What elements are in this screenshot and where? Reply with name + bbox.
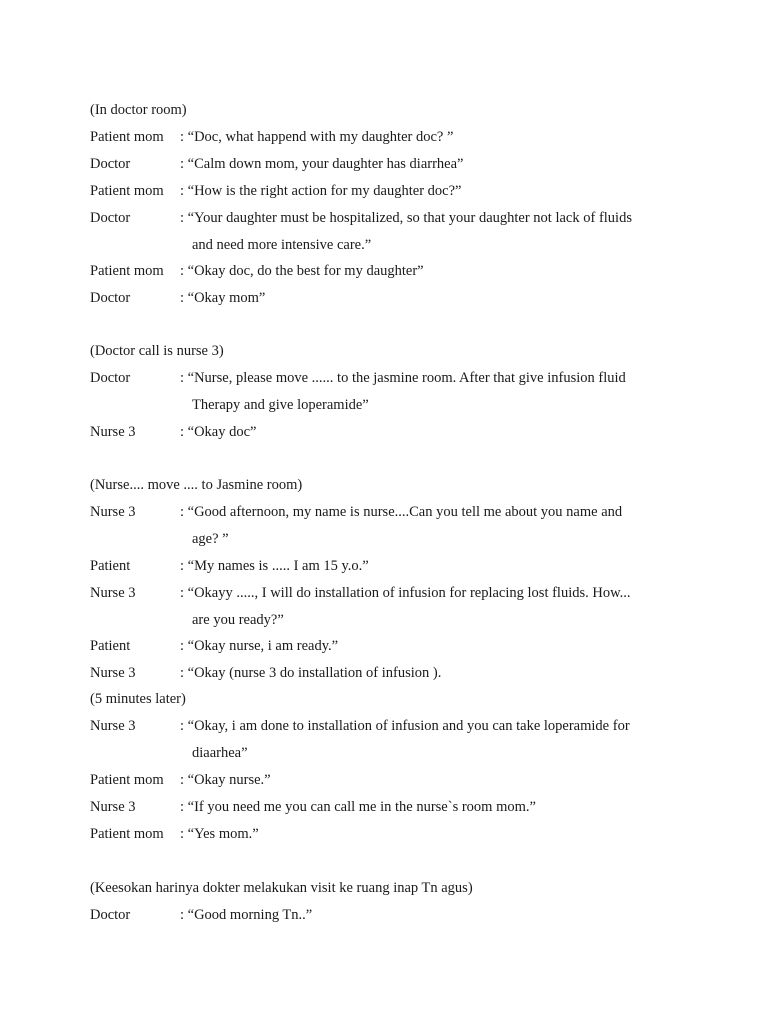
stage-direction: (5 minutes later) (90, 691, 186, 707)
utterance: : “My names is ..... I am 15 y.o.” (180, 558, 369, 574)
speaker-name: Nurse 3 (90, 424, 136, 440)
speaker-name: Nurse 3 (90, 718, 136, 734)
utterance: : “Your daughter must be hospitalized, so that your daughter not lack of fluids (180, 210, 632, 226)
stage-direction: (Doctor call is nurse 3) (90, 343, 224, 359)
speaker-name: Patient mom (90, 129, 164, 145)
utterance: : “Okay (nurse 3 do installation of infusion ). (180, 665, 442, 681)
utterance: : “Nurse, please move ...... to the jasmine room. After that give infusion fluid (180, 370, 626, 386)
utterance: : “Okay doc, do the best for my daughter” (180, 263, 424, 279)
utterance: : “Okay doc” (180, 424, 257, 440)
utterance: : “Okayy ....., I will do installation of infusion for replacing lost fluids. How... (180, 585, 631, 601)
speaker-name: Patient mom (90, 772, 164, 788)
utterance-continuation: age? ” (192, 531, 229, 547)
utterance-continuation: are you ready?” (192, 612, 284, 628)
speaker-name: Patient (90, 558, 131, 574)
stage-direction: (Nurse.... move .... to Jasmine room) (90, 477, 303, 493)
speaker-name: Doctor (90, 907, 131, 923)
speaker-name: Patient mom (90, 826, 164, 842)
stage-direction: (Keesokan harinya dokter melakukan visit ke ruang inap Tn agus) (90, 880, 473, 896)
utterance: : “Good afternoon, my name is nurse....Can you tell me about you name and (180, 504, 623, 520)
speaker-name: Patient mom (90, 263, 164, 279)
speaker-name: Nurse 3 (90, 504, 136, 520)
utterance: : “Good morning Tn..” (180, 907, 313, 923)
utterance: : “If you need me you can call me in the nurse`s room mom.” (180, 799, 536, 815)
utterance-continuation: and need more intensive care.” (192, 237, 372, 253)
utterance-continuation: diaarhea” (192, 745, 248, 761)
utterance: : “Yes mom.” (180, 826, 259, 842)
utterance: : “Okay nurse.” (180, 772, 271, 788)
utterance: : “Calm down mom, your daughter has diarrhea” (180, 156, 464, 172)
stage-direction: (In doctor room) (90, 102, 187, 118)
speaker-name: Doctor (90, 370, 131, 386)
utterance-continuation: Therapy and give loperamide” (192, 397, 369, 413)
utterance: : “How is the right action for my daughter doc?” (180, 183, 462, 199)
speaker-name: Nurse 3 (90, 665, 136, 681)
speaker-name: Patient mom (90, 183, 164, 199)
speaker-name: Doctor (90, 210, 131, 226)
speaker-name: Nurse 3 (90, 585, 136, 601)
utterance: : “Okay, i am done to installation of infusion and you can take loperamide for (180, 718, 630, 734)
utterance: : “Doc, what happend with my daughter doc? ” (180, 129, 454, 145)
utterance: : “Okay nurse, i am ready.” (180, 638, 339, 654)
speaker-name: Nurse 3 (90, 799, 136, 815)
utterance: : “Okay mom” (180, 290, 266, 306)
speaker-name: Doctor (90, 290, 131, 306)
speaker-name: Patient (90, 638, 131, 654)
speaker-name: Doctor (90, 156, 131, 172)
